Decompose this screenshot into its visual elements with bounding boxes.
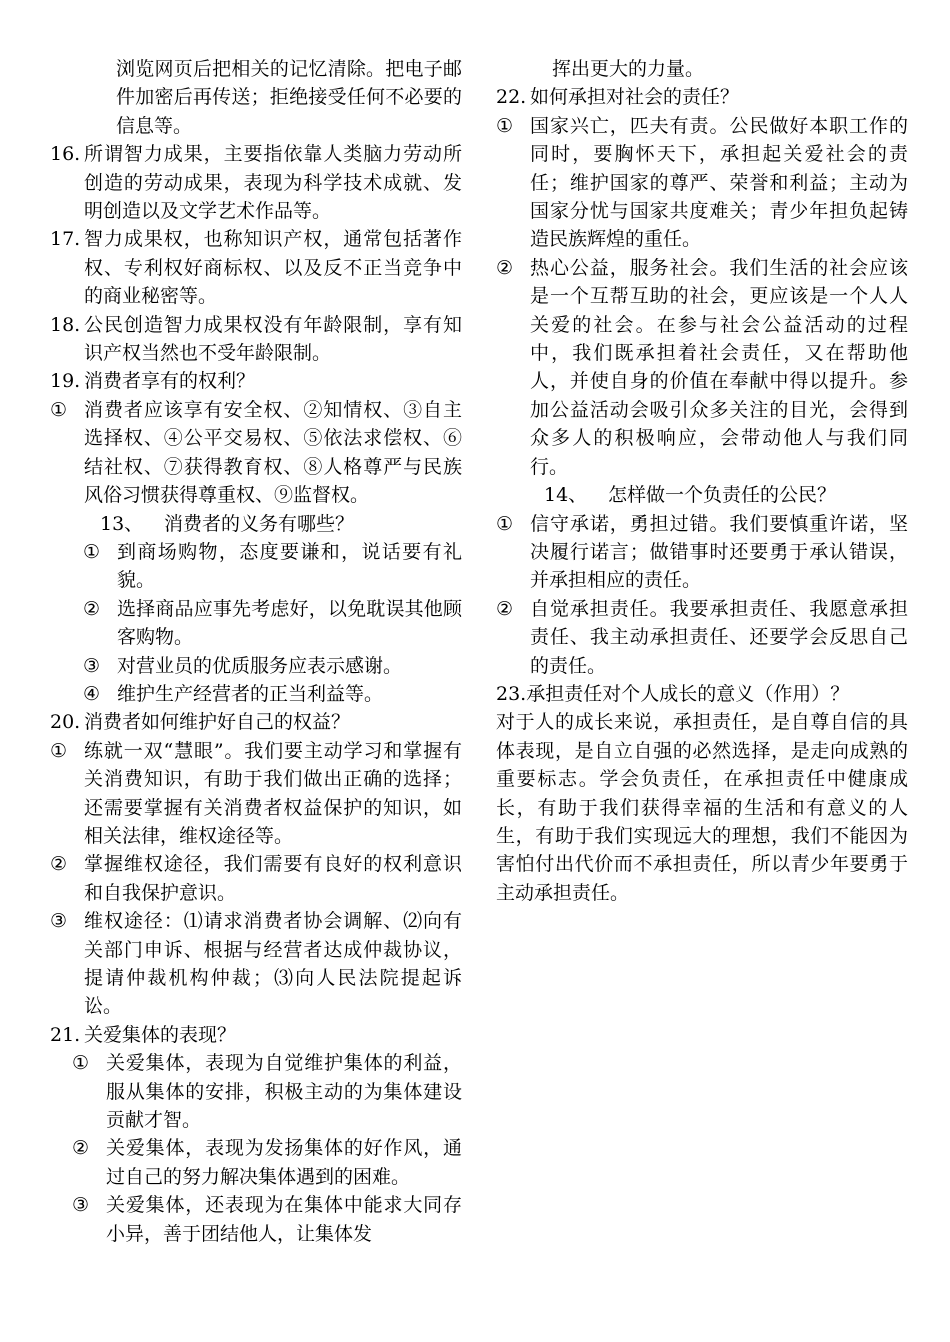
question-number: 19.	[50, 370, 81, 393]
list-item	[496, 254, 908, 481]
item-text: 维权途径：⑴请求消费者协会调解、⑵向有关部门申诉、根据与经营者达成仲裁协议，提请仲裁机构仲裁；⑶向人民法院提起诉讼。	[84, 910, 462, 1018]
question-text: 所谓智力成果，主要指依靠人类脑力劳动所创造的劳动成果，表现为科学技术成就、发明创造以及文学艺术作品等。	[84, 143, 462, 223]
question-14	[496, 481, 908, 509]
item-text: 关爱集体，表现为自觉维护集体的利益，服从集体的安排，积极主动的为集体建设贡献才智。	[106, 1052, 462, 1132]
item-text: 到商场购物，态度要谦和，说话要有礼貌。	[117, 540, 462, 592]
question-number: 13、	[100, 512, 144, 535]
item-marker: ①	[72, 1052, 90, 1075]
question-text: 关爱集体的表现？	[84, 1023, 237, 1046]
question-text: 消费者如何维护好自己的权益？	[84, 711, 351, 734]
list-item	[50, 1049, 462, 1134]
list-item	[50, 1134, 462, 1191]
item-marker: ①	[83, 540, 101, 563]
list-item	[50, 850, 462, 907]
item-text: 关爱集体，还表现为在集体中能求大同存小异，善于团结他人，让集体发	[106, 1194, 462, 1245]
question-number: 18.	[50, 313, 81, 336]
item-marker: ②	[50, 853, 68, 876]
list-item	[496, 112, 908, 254]
item-marker: ②	[83, 597, 101, 620]
question-23-answer: 对于人的成长来说，承担责任，是自尊自信的具体表现，是自立自强的必然选择，是走向成熟的重要标志。学会负责任，在承担责任中健康成长，有助于我们获得幸福的生活和有意义的人生，有助于我们实现远大的理想，我们不能因为害怕付出代价而不承担责任，所以青少年要勇于主动承担责任。	[496, 711, 908, 904]
item-marker: ③	[72, 1194, 90, 1217]
question-17	[50, 225, 462, 310]
list-item	[496, 595, 908, 680]
question-20	[50, 708, 462, 736]
item-marker: ③	[50, 910, 68, 933]
item-marker: ②	[496, 256, 514, 279]
question-21	[50, 1021, 462, 1049]
question-number: 16.	[50, 143, 81, 166]
question-number: 17.	[50, 228, 81, 251]
item-text: 掌握维权途径，我们需要有良好的权利意识和自我保护意识。	[84, 853, 462, 904]
item-marker: ①	[50, 398, 68, 421]
question-text: 公民创造智力成果权没有年龄限制，享有知识产权当然也不受年龄限制。	[84, 313, 462, 365]
left-column	[50, 55, 462, 1248]
list-item	[50, 652, 462, 680]
item-text: 自觉承担责任。我要承担责任、我愿意承担责任、我主动承担责任、还要学会反思自己的责任。	[530, 597, 908, 677]
question-text: 如何承担对社会的责任？	[530, 86, 740, 109]
question-22	[496, 83, 908, 111]
item-text: 维护生产经营者的正当利益等。	[117, 682, 384, 705]
item-marker: ①	[496, 114, 514, 137]
item-text: 国家兴亡，匹夫有责。公民做好本职工作的同时，要胸怀天下，承担起关爱社会的责任；维护国家的尊严、荣誉和利益；主动为国家分忧与国家共度难关；青少年担负起铸造民族辉煌的重任。	[530, 114, 908, 251]
right-column	[496, 55, 908, 907]
item-text: 对营业员的优质服务应表示感谢。	[117, 654, 403, 677]
list-item	[496, 510, 908, 595]
question-number: 14、	[544, 484, 588, 507]
question-number: 20.	[50, 711, 81, 734]
question-13	[50, 510, 462, 538]
question-18	[50, 311, 462, 368]
list-item	[50, 538, 462, 595]
list-item	[50, 680, 462, 708]
item-marker: ①	[496, 512, 514, 535]
question-text: 消费者享有的权利？	[84, 370, 256, 393]
question-text: 消费者的义务有哪些？	[164, 512, 355, 535]
list-item	[50, 595, 462, 652]
question-16	[50, 140, 462, 225]
list-item	[50, 396, 462, 510]
question-text: 智力成果权，也称知识产权，通常包括著作权、专利权好商标权、以及反不正当竞争中的商业秘密等。	[84, 228, 462, 308]
question-number: 22.	[496, 86, 527, 109]
continued-text: 浏览网页后把相关的记忆清除。把电子邮件加密后再传送；拒绝接受任何不必要的信息等。	[116, 58, 462, 137]
question-text: 怎样做一个负责任的公民？	[608, 484, 837, 507]
item-text: 信守承诺，勇担过错。我们要慎重许诺，坚决履行诺言；做错事时还要勇于承认错误，并承担相应的责任。	[530, 512, 908, 592]
question-19	[50, 367, 462, 395]
item-marker: ①	[50, 739, 68, 762]
item-marker: ②	[496, 597, 514, 620]
item-marker: ④	[83, 682, 101, 705]
continued-text: 挥出更大的力量。	[552, 58, 705, 80]
question-23-title: 23.承担责任对个人成长的意义（作用）？	[496, 682, 850, 705]
item-text: 练就一双“慧眼”。我们要主动学习和掌握有关消费知识，有助于我们做出正确的选择；还需要掌握有关消费者权益保护的知识，如相关法律，维权途径等。	[84, 739, 462, 847]
list-item	[50, 1191, 462, 1248]
item-text: 热心公益，服务社会。我们生活的社会应该是一个互帮互助的社会，更应该是一个人人关爱的社会。在参与社会公益活动的过程中，我们既承担着社会责任，又在帮助他人，并使自身的价值在奉献中得以提升。参加公益活动会吸引众多关注的目光，会得到众多人的积极响应，会带动他人与我们同行。	[530, 256, 908, 478]
item-text: 关爱集体，表现为发扬集体的好作风，通过自己的努力解决集体遇到的困难。	[106, 1137, 462, 1188]
list-item	[50, 737, 462, 851]
item-marker: ②	[72, 1137, 90, 1160]
item-text: 消费者应该享有安全权、②知情权、③自主选择权、④公平交易权、⑤依法求偿权、⑥结社权、⑦获得教育权、⑧人格尊严与民族风俗习惯获得尊重权、⑨监督权。	[84, 398, 462, 507]
question-number: 21.	[50, 1023, 81, 1046]
item-marker: ③	[83, 654, 101, 677]
item-text: 选择商品应事先考虑好，以免耽误其他顾客购物。	[117, 597, 462, 649]
list-item	[50, 907, 462, 1021]
